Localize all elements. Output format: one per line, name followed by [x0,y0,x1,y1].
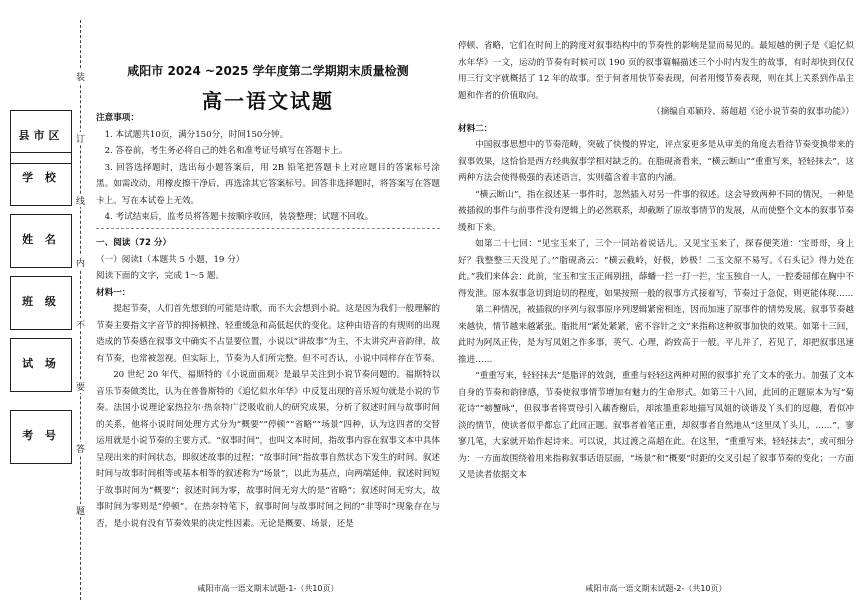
paragraph: “横云断山”，指在叙述某一事件时，忽然插入对另一件事的叙述。这会导致两种不同的情况，一种是被插叙的事件与前事件没有逻辑上的必然联系，却截断了原故事情节的发展，从而使整个文本的叙事节奏缓和下来。 [458,189,854,233]
page-footer-right: 咸阳市高一语文期末试题-2-（共10页） [585,584,727,593]
binding-field [10,214,72,268]
binding-field-label: 班 级 [22,295,60,308]
cut-mark: 内 [76,256,85,269]
sub-heading: （一）阅读Ⅰ（本题共 5 小题，19 分） [96,254,245,265]
exam-title: 咸阳市 2024 ~2025 学年度第二学期期末质量检测 [127,64,409,78]
cut-mark: 不 [76,318,85,331]
note-item: 4. 考试结束后，监考员将答题卡按顺序收回，装袋整理；试题不回收。 [104,212,374,222]
divider [96,228,440,229]
paragraph: 中国叙事思想中的节奏范畴，突破了快慢的界定，评点家更多是从审美的角度去看待节奏变换带来的叙事效果，这恰恰是西方经典叙事学相对缺乏的。在脂砚斋看来，“横云断山”“重重写来，轻轻抹去”，这两种方法会使得极强的表述语言，实则蕴含着丰富的内涵。 [458,140,854,183]
paragraph: “重重写来，轻轻抹去”是脂评的效剑，重重与轻轻这两种对照的叙事扩充了文本的张力。加强了文本自身的节奏和韵律感，节奏使叙事情节增加有魅力的生命形式。如第三十八回，此回的正题原本为写“菊花诗”“螃蟹咏”，但叙事者将贾母引入藕香榭后，却浓墨重彩地描写凤姐的谈谐及丫头们的逗趣，看似冲淡的情节，使读者似乎都忘了此回正题。叙事者着笔正重，却叙事者自然地从“这里凤丫头儿，……”，寥寥几笔，大家就开始作起诗来。可以说，其过渡之高超在此。在这里，“重重写来，轻轻抹去”，或可细分为：一方面故围绕着用来指称叙事话语层面，“场景”和“概要”时距的交叉引起了叙事节奏的变化；一方面又是读者依据文本 [458,371,854,480]
page-left [96,0,440,607]
paragraph: 停顿、省略，它们在时间上的跨度对叙事结构中的节奏性的影响是显而易见的。最短越的例子是《追忆似水年华》一文，运动的节奏有时候可以 190 页的叙事篇幅描述三个小时内发生的故事，有时却快到仅仅用三行文字就概括了 12 年的故事。至于何者用快节奏表现，何者用慢节奏表现，则在其上关系到作品主题和作者的价值取向。 [458,41,854,101]
cut-mark: 装 [76,70,85,83]
material-label: 材料二： [458,123,493,134]
cut-mark: 订 [76,132,85,145]
notes-heading: 注意事项： [96,113,139,123]
instruction: 阅读下面的文字，完成 1～5 题。 [96,271,225,281]
binding-field-label: 县市区 [18,129,64,142]
page-right [458,0,854,607]
paragraph: 20 世纪 20 年代，福斯特的《小说面面观》是最早关注到小说节奏问题的。福斯特以音乐节奏做类比，认为在普鲁斯特的《追忆似水年华》中反复出现的音乐短句就是小说的节奏。法国小说理论家热拉尔·热奈特广泛吸收前人的研究成果，分析了叙述时间与故事时间的关系，他将小说时间处理方式分为“概要”“停顿”“省略”“场景”四种，认为这四者的交替运用就是小说节奏的主要方式。“叙事时间”，也叫文本时间，指故事内容在叙事文本中具体呈现出来的时间状态，即叙述故事的过程；“故事时间”指故事自然状态下发生的时间。叙述时间与故事时间相等或基本相等的叙述称为“场景”，以此为基点，向两端延伸。叙述时间短于故事时间为“概要”；叙述时间为零，故事时间无穷大的是“省略”；叙述时间无穷大，故事时间为零则是“停顿”。在热奈特笔下，叙事时间与故事时间之间的“非等时”现象存在与否，是小说有没有节奏效果的决定性因素。无论是概要、场景，还是 [96,370,440,529]
binding-field-label: 试 场 [22,357,60,370]
binding-field [10,152,72,206]
source-citation: （摘编自邓颖玲、蒋超超《论小说节奏的叙事功能》） [652,107,854,117]
cut-mark: 线 [76,194,85,207]
cut-mark: 题 [76,504,85,517]
right-text [458,38,854,484]
binding-strip [0,0,88,607]
paragraph: 提起节奏，人们首先想到的可能是诗歌，而不大会想到小说。这是因为我们一般理解的节奏主要指文字音节的抑扬顿挫、轻重缓急和高低起伏的变化。这种由语音的有规则的出现造成的节奏感在叙事文中确实不占显要位置，小说以“讲故事”为主，不太讲究声音韵律，故有节奏，也常被忽视。但实际上，节奏为人们所完整。但不可否认，小说中同样存在节奏。 [96,304,440,364]
subject-title: 高一语文试题 [202,89,334,113]
binding-field-label: 姓 名 [22,233,60,246]
binding-field [10,410,72,464]
binding-field-label: 考 号 [22,429,60,442]
material-label: 材料一： [96,287,131,298]
binding-field [10,338,72,392]
cut-mark: 答 [76,442,85,455]
notes-section [96,110,440,226]
paragraph: 第二种情况，被插叙的序列与叙事原序列逻辑紧密相连，因而加速了原事件的情势发展。叙事节奏越来越快，情节越来越紧张。脂批用“紧处紧紧，密不容针之文”来指称这种叙事加快的效果。如第十三回，此时为阿凤正传，是为写凤姐之作多事，英气、心理，韵致高于一般。平儿并了，若见了，却把叙事迅速推进…… [458,305,854,365]
note-item: 1. 本试题共10页，满分150分，时间150分钟。 [104,129,289,140]
section-heading: 一、阅读（72 分） [96,238,172,248]
note-item: 2. 答卷前，考生务必将自己的姓名和准考证号填写在答题卡上。 [104,146,348,156]
binding-field [10,276,72,330]
cut-mark: 要 [76,380,85,393]
reading-section [96,235,440,532]
paragraph: 如第二十七回：“见宝玉来了，三个一同站着说话儿。又见宝玉来了，探春便笑道：‘宝哥哥，身上好？我整整三天没见了。’”脂砚斋云：“横云截岭，好极，妙极！二玉文原不易写。《石头记》得力处在此。”我们来体会：此前，宝玉和宝玉正闹别扭，薛蟠一拦一打一拦，宝玉独自一人，一腔委屈郁在胸中不得发泄。原本叙事急切到迫切的程度，如果按照一般的叙事方式接着写，节奏过于急促，则更能体现…… [458,239,854,299]
binding-field-label: 学 校 [22,171,60,184]
note-item: 3. 回答选择题时，选出每小题答案后，用 2B 铅笔把答题卡上对应题目的答案标号涂黑。如需改动，用橡皮擦干净后，再选涂其它答案标号。回答非选择题时，将答案写在答题卡上。写在本试卷上无效。 [96,162,440,206]
page-footer-left: 咸阳市高一语文期末试题-1-（共10页） [197,584,339,593]
